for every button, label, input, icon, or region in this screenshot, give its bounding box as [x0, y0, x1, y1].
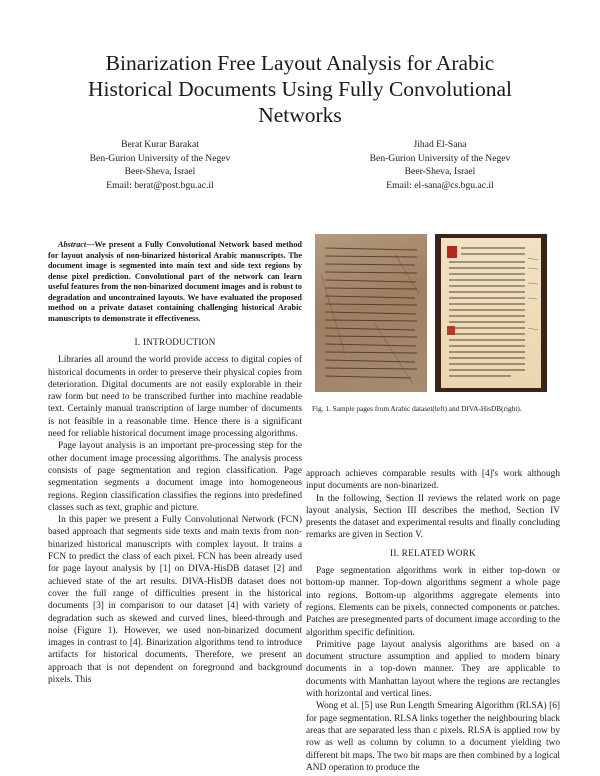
paragraph: Page segmentation algorithms work in either top-down or bottom-up manner. Top-down algorithms segment a whole page into regions. Bottom-up algorithms aggregate elements into regions. Elements can be pixels, connected components or patches. Patches are presegmented parts of document image according to the algorithm specific definition. [306, 566, 561, 638]
diva-hisdb-image [435, 234, 547, 392]
left-column [48, 240, 302, 686]
paragraph: In the following, Section II reviews the related work on page layout analysis, Section III describes the method, Section IV presents the dataset and experimental results and finally concluding remarks are given in Section V. [306, 493, 560, 541]
title-line: Historical Documents Using Fully Convolutional [87, 77, 512, 101]
paragraph: Primitive page layout analysis algorithms are based on a document structure assumption and applied to modern binary documents in a top-down manner. They are applicable to documents with Manhattan layout where the regions are rectangles with horizontal and vertical lines. [306, 639, 560, 700]
section-heading-introduction: I. INTRODUCTION [134, 338, 216, 348]
abstract [48, 240, 302, 324]
author-block-1 [40, 138, 280, 192]
paragraph: Page layout analysis is an important pre-processing step for the other document image processing algorithms. The analysis process consists of page segmentation and region classification. Page segmentation segments a document image into homogeneous regions. Region classification classifies the regions into predefined classes such as text, graphic and picture. [48, 441, 302, 513]
author-affiliation: Ben-Gurion University of the Negev [369, 152, 511, 164]
paragraph: Wong et al. [5] use Run Length Smearing Algorithm (RLSA) [6] for page segmentation. RLSA links together the neighbouring black areas that are separated less than c pixels. RLSA is applied row by row as well as column by column to a document yielding two different bit maps. The two bit maps are then combined by a logical AND operation to produce the [306, 701, 560, 773]
title-line: Binarization Free Layout Analysis for Arabic [105, 51, 495, 75]
author-location: Beer-Sheva, Israel [124, 166, 196, 177]
right-column [306, 468, 560, 774]
paper-title [40, 50, 560, 128]
author-name: Berat Kurar Barakat [121, 139, 199, 150]
arabic-manuscript-image [315, 234, 427, 392]
title-line: Networks [258, 103, 342, 127]
author-email: Email: berat@post.bgu.ac.il [106, 179, 214, 191]
diva-manuscript-texture [441, 238, 541, 388]
arabic-manuscript-texture [315, 234, 427, 392]
abstract-text: —We present a Fully Convolutional Network based method for layout analysis of non-binarized historical Arabic manuscripts. The document image is segmented into main text and side text regions by dense pixel prediction. Convolutional part of the network can learn useful features from the non-binarized document images and is robust to degradation and uncontrained layouts. We have evaluated the proposed method on a private dataset containing challenging historical Arabic manuscripts to demonstrate it effectiveness. [48, 240, 302, 323]
paragraph: In this paper we present a Fully Convolutional Network (FCN) based approach that segments side texts and main texts from non-binarized historical manuscripts with complex layout. It trains a FCN to predict the class of each pixel. FCN has been already used for page layout analysis by [1] on DIVA-HisDB dataset [2] and achieved state of the art results. DIVA-HisDB dataset does not cover the full range of difficulties present in the historical documents [3] in comparison to our dataset [4] with variety of degradation such as skewed and curved lines, bleed-through and noise (Figure 1). However, we used non-binarized document images in contrast to [4]. Binarization algorithms tend to introduce artifacts for historical documents. Therefore, we present an approach that is not dependent on foreground and background pixels. This [48, 515, 302, 686]
figure-caption: Fig. 1. Sample pages from Arabic dataset(left) and DIVA-HisDB(right). [312, 404, 522, 413]
paragraph: Libraries all around the world provide access to digital copies of historical documents in order to preserve their physical copies from deterioration. Digital documents are not easily explorable in their raw form but need to be transcribed further into machine readable text. Certainly manual transcription of large number of documents is not feasible in a reasonable time. Hence there is a significant need for reliable historical document image processing algorithms. [48, 355, 302, 440]
author-name: Jihad El-Sana [413, 139, 467, 150]
author-email: Email: el-sana@cs.bgu.ac.il [386, 179, 494, 191]
abstract-label: Abstract [58, 240, 87, 249]
figure-1 [315, 234, 571, 392]
author-location: Beer-Sheva, Israel [404, 166, 476, 177]
section-heading-related-work: II. RELATED WORK [390, 548, 476, 559]
author-affiliation: Ben-Gurion University of the Negev [89, 152, 231, 164]
paragraph: approach achieves comparable results with [4]'s work although input documents are non-binarized. [306, 469, 560, 492]
author-block-2 [320, 138, 560, 192]
